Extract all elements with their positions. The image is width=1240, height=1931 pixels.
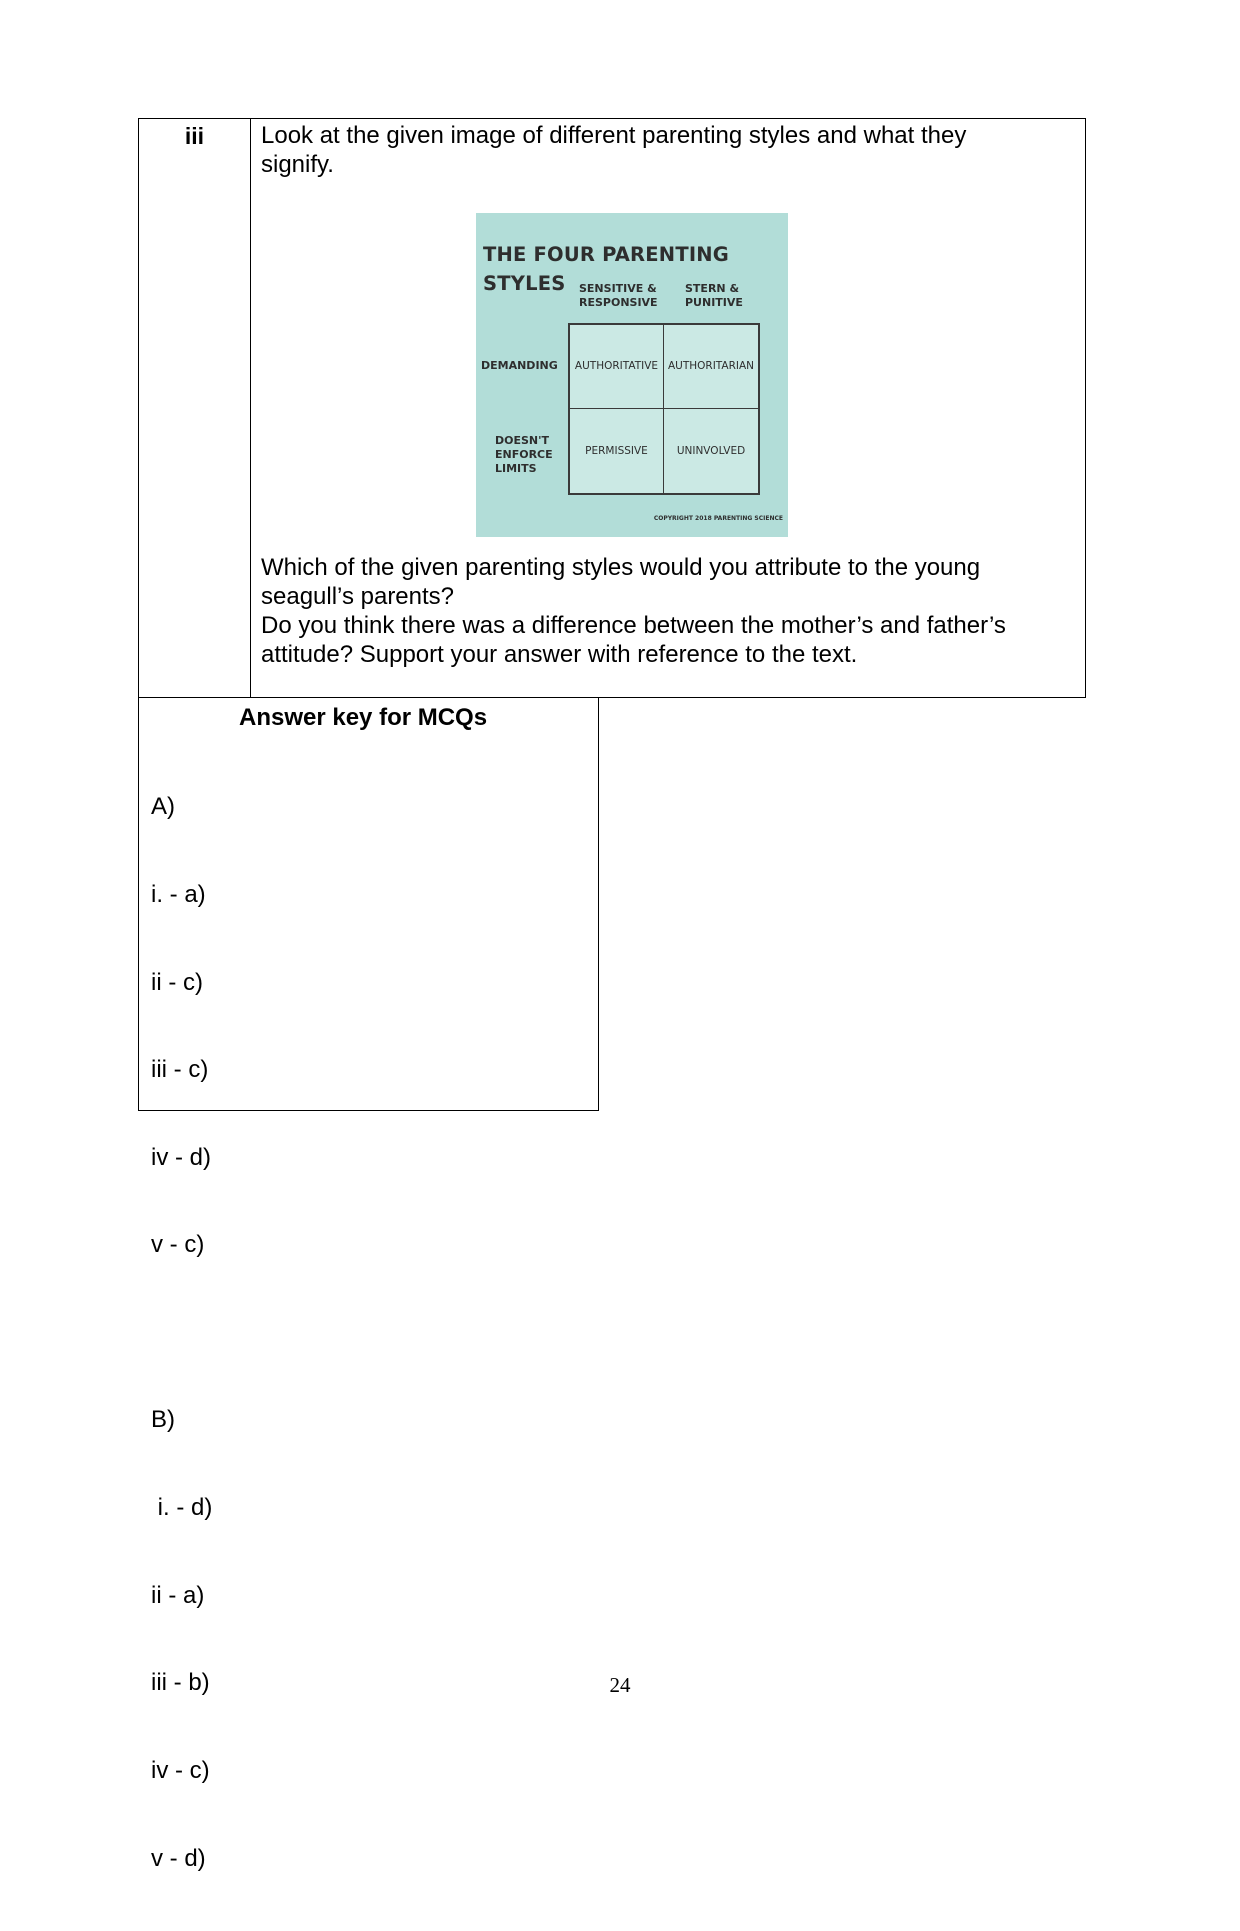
answer-item: ii - c)	[151, 968, 203, 996]
answer-item: iii - c)	[151, 1056, 209, 1084]
figure-row-no-limits: DOESN'T ENFORCE LIMITS	[495, 434, 553, 475]
section-gap	[151, 1318, 212, 1347]
figure-copyright: COPYRIGHT 2018 PARENTING SCIENCE	[653, 515, 783, 522]
answer-item: v - d)	[151, 1844, 206, 1872]
section-a-label: A)	[151, 793, 175, 821]
page-number: 24	[609, 1673, 631, 1697]
cell-authoritarian: AUTHORITARIAN	[664, 325, 758, 409]
figure-column-sensitive: SENSITIVE & RESPONSIVE	[579, 282, 658, 309]
section-b-label: B)	[151, 1406, 175, 1434]
answer-item: v - c)	[151, 1231, 205, 1259]
follow-up-line-1: Which of the given parenting styles would you attribute to the young seagull’s parents?	[261, 554, 981, 610]
cell-uninvolved: UNINVOLVED	[676, 444, 746, 457]
answer-key-box	[138, 697, 599, 1872]
answer-key-list	[151, 734, 212, 1931]
answer-item: i. - a)	[151, 881, 206, 909]
follow-up-line-2: Do you think there was a difference between the mother’s and father’s attitude? Support your answer with reference to the text.	[261, 612, 1006, 668]
parenting-styles-figure	[476, 213, 788, 537]
answer-item: iv - c)	[151, 1756, 210, 1784]
question-table	[138, 118, 1086, 698]
cell-authoritative: AUTHORITATIVE	[570, 325, 664, 409]
answer-key-title: Answer key for MCQs	[239, 704, 488, 731]
answer-item: iv - d)	[151, 1143, 211, 1171]
figure-grid	[568, 323, 760, 495]
answer-item: i. - d)	[151, 1494, 213, 1522]
figure-row-demanding: DEMANDING	[481, 359, 558, 372]
question-intro: Look at the given image of different parenting styles and what they signify.	[261, 122, 967, 178]
answer-item: ii - a)	[151, 1581, 205, 1609]
cell-permissive: PERMISSIVE	[570, 409, 664, 493]
figure-column-stern: STERN & PUNITIVE	[685, 282, 743, 309]
question-number: iii	[139, 119, 251, 697]
answer-item: iii - b)	[151, 1669, 210, 1697]
question-follow-up	[261, 553, 1041, 669]
question-body	[251, 119, 1085, 697]
figure-title: THE FOUR PARENTING STYLES	[483, 243, 729, 295]
